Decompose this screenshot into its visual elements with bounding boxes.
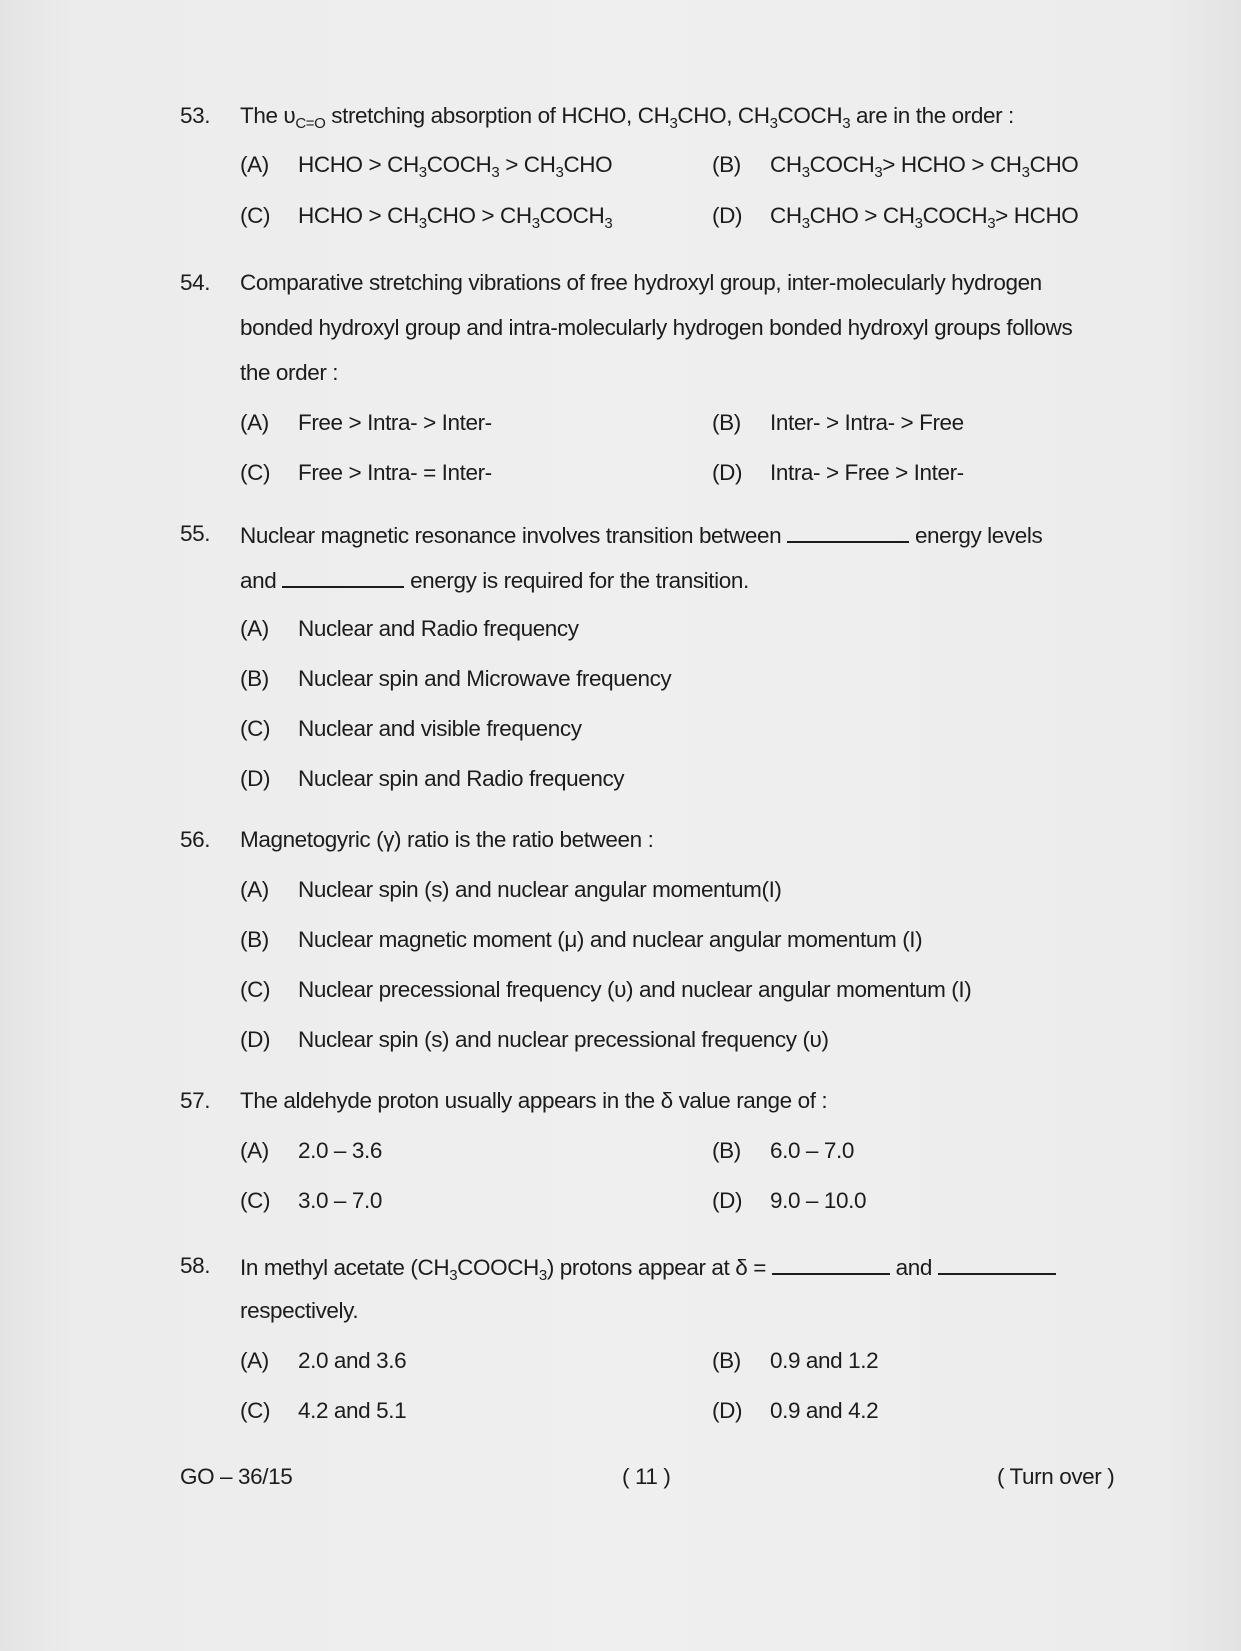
option-a: (A) Free > Intra- > Inter-	[240, 410, 492, 435]
option-d: (D) Nuclear spin and Radio frequency	[240, 766, 625, 791]
page-number: ( 11 )	[622, 1464, 671, 1489]
question-stem-line: bonded hydroxyl group and intra-molecularly hydrogen bonded hydroxyl groups follows	[240, 315, 1073, 340]
question-stem-line: the order :	[240, 360, 339, 385]
option-b: (B) Nuclear spin and Microwave frequency	[240, 666, 672, 691]
option-a: (A) 2.0 and 3.6	[240, 1348, 407, 1373]
answer-blank	[772, 1253, 890, 1275]
option-d: (D) 0.9 and 4.2	[712, 1398, 879, 1423]
turn-over-note: ( Turn over )	[997, 1464, 1115, 1489]
option-a: (A) HCHO > $CH_3COCH_3 > CH_3CHO$	[240, 152, 613, 181]
option-d: (D) Intra- > Free > Inter-	[712, 460, 964, 485]
option-b: (B) Inter- > Intra- > Free	[712, 410, 964, 435]
option-c: (C) Nuclear and visible frequency	[240, 716, 582, 741]
option-b: (B) 6.0 – 7.0	[712, 1138, 854, 1163]
question-number: 55.	[180, 521, 211, 546]
question-stem-line: and energy is required for the transition.	[240, 568, 749, 593]
paper-code: GO – 36/15	[180, 1464, 293, 1489]
question-number: 53.	[180, 103, 211, 128]
question-stem-line: Nuclear magnetic resonance involves transition between energy levels	[240, 523, 1043, 548]
option-c: (C) 3.0 – 7.0	[240, 1188, 382, 1213]
question-number: 57.	[180, 1088, 211, 1113]
option-d: (D) 9.0 – 10.0	[712, 1188, 867, 1213]
option-c: (C) Nuclear precessional frequency (υ) and nuclear angular momentum (I)	[240, 977, 972, 1002]
question-stem: The $\upsilon_{C=O}$ stretching absorption of HCHO, $CH_3CHO$, $CH_3COCH_3$ are in the order :	[240, 103, 1014, 132]
option-a: (A) Nuclear spin (s) and nuclear angular momentum(I)	[240, 877, 782, 902]
option-d: (D) $CH_3CHO$ > $CH_3COCH_3>$ HCHO	[712, 203, 1079, 232]
option-a: (A) Nuclear and Radio frequency	[240, 616, 579, 641]
question-stem-line: respectively.	[240, 1298, 359, 1323]
option-b: (B) $CH_3COCH_3>$ HCHO > $CH_3CHO$	[712, 152, 1079, 181]
answer-blank	[938, 1253, 1056, 1275]
answer-blank	[282, 566, 404, 588]
question-stem: Magnetogyric (γ) ratio is the ratio between :	[240, 827, 654, 852]
option-c: (C) 4.2 and 5.1	[240, 1398, 407, 1423]
question-number: 58.	[180, 1253, 211, 1278]
option-c: (C) Free > Intra- = Inter-	[240, 460, 492, 485]
option-b: (B) 0.9 and 1.2	[712, 1348, 879, 1373]
question-stem: The aldehyde proton usually appears in the δ value range of :	[240, 1088, 828, 1113]
option-c: (C) HCHO > $CH_3CHO$ > $CH_3COCH_3$	[240, 203, 613, 232]
option-d: (D) Nuclear spin (s) and nuclear precessional frequency (υ)	[240, 1027, 829, 1052]
question-stem-line: Comparative stretching vibrations of free hydroxyl group, inter-molecularly hydrogen	[240, 270, 1042, 295]
option-b: (B) Nuclear magnetic moment (μ) and nuclear angular momentum (I)	[240, 927, 923, 952]
question-number: 56.	[180, 827, 211, 852]
option-a: (A) 2.0 – 3.6	[240, 1138, 382, 1163]
question-stem-line: In methyl acetate $(CH_3COOCH_3)$ protons appear at δ = and	[240, 1253, 1056, 1281]
answer-blank	[787, 521, 909, 543]
question-number: 54.	[180, 270, 211, 295]
